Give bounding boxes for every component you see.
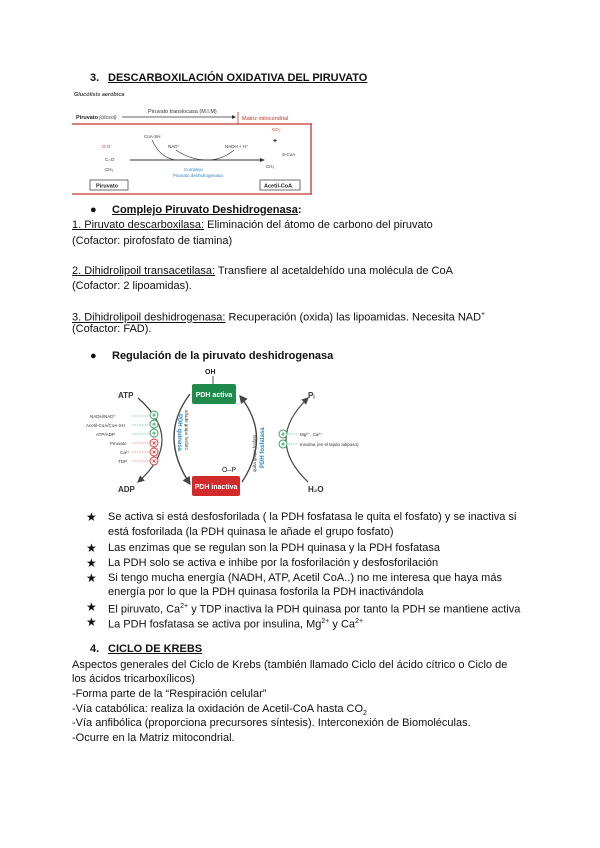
star-item-text: energía por lo que la PDH quinasa fosforila la PDH inactivándola <box>108 586 424 598</box>
atp-label: ATP <box>118 391 134 400</box>
krebs-intro: Aspectos generales del Ciclo de Krebs (también llamado Ciclo del ácido cítrico o Ciclo de <box>72 659 508 671</box>
krebs-point: -Vía anfibólica (proporciona precursores síntesis). Interconexión de Biomoléculas. <box>72 717 471 729</box>
star-item-text: Si tengo mucha energía (NADH, ATP, Acetil CoA..) no me interesa que haya más <box>108 572 502 584</box>
complex-heading-colon: : <box>297 204 302 216</box>
complex-label-1: Complejo <box>184 167 204 172</box>
figure-caption: Glucólisis aeróbica <box>74 92 125 98</box>
phosphate-label: O–P <box>222 467 237 474</box>
inhibitor-label: Piruvato <box>110 441 127 446</box>
h2o-pi-arc <box>286 398 308 482</box>
pdh-active-label: PDH activa <box>195 392 233 399</box>
activator-label: Acetil-CoA/CoA-SH <box>86 423 126 428</box>
matrix-label: Matriz mitocondrial <box>242 116 289 122</box>
krebs-point-text: -Vía catabólica: realiza la oxidación de Acetil-CoA hasta CO <box>72 703 364 715</box>
inhibitor-label: TDP <box>118 459 127 464</box>
star-item-sup: 2+ <box>180 603 189 610</box>
translocase-label: Piruvato translocasa (M.I.M) <box>148 109 217 115</box>
right-regulator-label: Mg²⁺, Ca²⁺ <box>300 432 323 437</box>
co2-label: CO₂ <box>272 127 281 132</box>
enzyme-1-line <box>72 218 433 232</box>
section-4-title: CICLO DE KREBS <box>108 643 203 655</box>
star-icon: ★ <box>86 600 97 614</box>
activator-plus-icon: + <box>280 441 286 449</box>
activator-plus-icon: + <box>280 431 286 439</box>
activator-plus-icon: + <box>151 412 157 420</box>
krebs-point: -Ocurre en la Matriz mitocondrial. <box>72 732 235 744</box>
star-icon: ★ <box>86 615 97 629</box>
acetylcoa-box-label: Acetil-CoA <box>264 183 293 190</box>
star-item-sup: 2+ <box>355 618 364 625</box>
enzyme-1-cofactor: (Cofactor: pirofosfato de tiamina) <box>72 235 233 247</box>
cytosol-label: (citosol) <box>99 115 117 121</box>
enzyme-1-text: Eliminación del átomo de carbono del piruvato <box>204 219 433 231</box>
star-item-text: está fosforilada (la PDH quinasa le añade el grupo fosfato) <box>108 526 394 538</box>
star-icon: ★ <box>86 510 97 524</box>
pdh-inactive-label: PDH inactiva <box>194 484 238 491</box>
enzyme-2-line <box>72 264 453 278</box>
star-icon: ★ <box>86 571 97 585</box>
pyruvate-cytosol-label: Piruvato <box>76 115 99 121</box>
star-item-text: y Ca <box>329 618 356 631</box>
nadh-label: NADH + H⁺ <box>225 144 249 149</box>
pyruvate-oxidation-figure <box>72 88 312 196</box>
activator-label: ATP/ADP <box>96 432 115 437</box>
activator-plus-icon: + <box>151 430 157 438</box>
enzyme-2-name: 2. Dihidrolipoil transacetilasa: <box>72 265 216 277</box>
enzyme-2-cofactor: (Cofactor: 2 lipoamidas). <box>72 280 192 292</box>
inhibitor-cross-icon: × <box>151 440 157 448</box>
inhibitor-cross-icon: × <box>151 458 157 466</box>
enzyme-2-text: Transfiere al acetaldehído una molécula de CoA <box>215 265 453 277</box>
star-icon: ★ <box>86 556 97 570</box>
phosphatase-note: quita grupo fosfato <box>252 434 257 472</box>
krebs-point: -Forma parte de la “Respiración celular” <box>72 688 267 700</box>
coa-label: CoA-SH <box>144 134 161 139</box>
star-item-text: Las enzimas que se regulan son la PDH quinasa y la PDH fosfatasa <box>108 542 441 554</box>
kinase-note: añade grupo fosfato <box>184 410 189 451</box>
pyruvate-co: C=O <box>105 157 115 162</box>
krebs-point-sub: 2 <box>363 710 367 718</box>
krebs-intro: los ácidos tricarboxílicos) <box>72 673 195 685</box>
activator-label: NADH/NAD⁺ <box>90 414 116 419</box>
complex-heading-label: Complejo Piruvato Deshidrogenasa <box>112 204 298 216</box>
acetyl-ch3: CH₃ <box>266 164 275 169</box>
inhibitor-label: Ca²⁺ <box>120 450 130 455</box>
star-item-text: Se activa si está desfosforilada ( la PDH fosfatasa le quita el fosfato) y se inactiva si <box>108 511 517 523</box>
star-item-text: El piruvato, Ca <box>108 603 181 616</box>
oh-label: OH <box>205 369 216 376</box>
star-item-text: y TDP inactiva la PDH quinasa por tanto la PDH se mantiene activa <box>188 603 521 616</box>
phosphatase-label: PDH fosfatasa <box>260 427 266 468</box>
star-item-sup: 2+ <box>321 618 330 625</box>
enzyme-1-name: 1. Piruvato descarboxilasa: <box>72 219 205 231</box>
enzyme-3-sup: + <box>481 311 486 318</box>
pyruvate-box-label: Piruvato <box>96 183 119 190</box>
atp-adp-arc <box>138 398 162 482</box>
enzyme-3-text: Recuperación (oxida) las lipoamidas. Necesita NAD <box>225 311 482 324</box>
right-regulator-label: Insulina (en el tejido adiposo) <box>300 442 359 447</box>
section-3-number: 3. <box>90 72 100 84</box>
star-item-text: La PDH fosfatasa se activa por insulina, Mg <box>108 618 322 631</box>
pi-label: Pᵢ <box>308 391 315 400</box>
regulation-heading-label: Regulación de la piruvato deshidrogenasa <box>112 350 334 362</box>
section-4-number: 4. <box>90 643 100 655</box>
star-icon: ★ <box>86 541 97 555</box>
bullet-icon: ● <box>90 204 97 216</box>
h2o-label: H₂O <box>308 485 324 494</box>
pdh-regulation-figure <box>86 364 386 500</box>
nad-label: NAD⁺ <box>168 144 180 149</box>
section-3-title: DESCARBOXILACIÓN OXIDATIVA DEL PIRUVATO <box>108 72 368 84</box>
enzyme-3-cofactor: (Cofactor: FAD). <box>72 323 152 335</box>
inhibitor-cross-icon: × <box>151 449 157 457</box>
kinase-label: PDH quinasa <box>176 414 182 452</box>
pyruvate-ch3: CH₃ <box>105 167 114 172</box>
acetyl-scoa: S-CoA <box>282 152 296 157</box>
activator-plus-icon: + <box>151 421 157 429</box>
enzyme-3-name: 3. Dihidrolipoil deshidrogenasa: <box>72 311 226 324</box>
pyruvate-coo: O O⁻ <box>102 144 113 149</box>
adp-label: ADP <box>118 485 135 494</box>
star-item-text: La PDH solo se activa e inhibe por la fosforilación y desfosforilación <box>108 557 439 569</box>
bullet-icon: ● <box>90 350 97 362</box>
complex-label-2: Piruvato deshidrogenasa <box>173 173 223 178</box>
plus-label: + <box>273 138 278 145</box>
